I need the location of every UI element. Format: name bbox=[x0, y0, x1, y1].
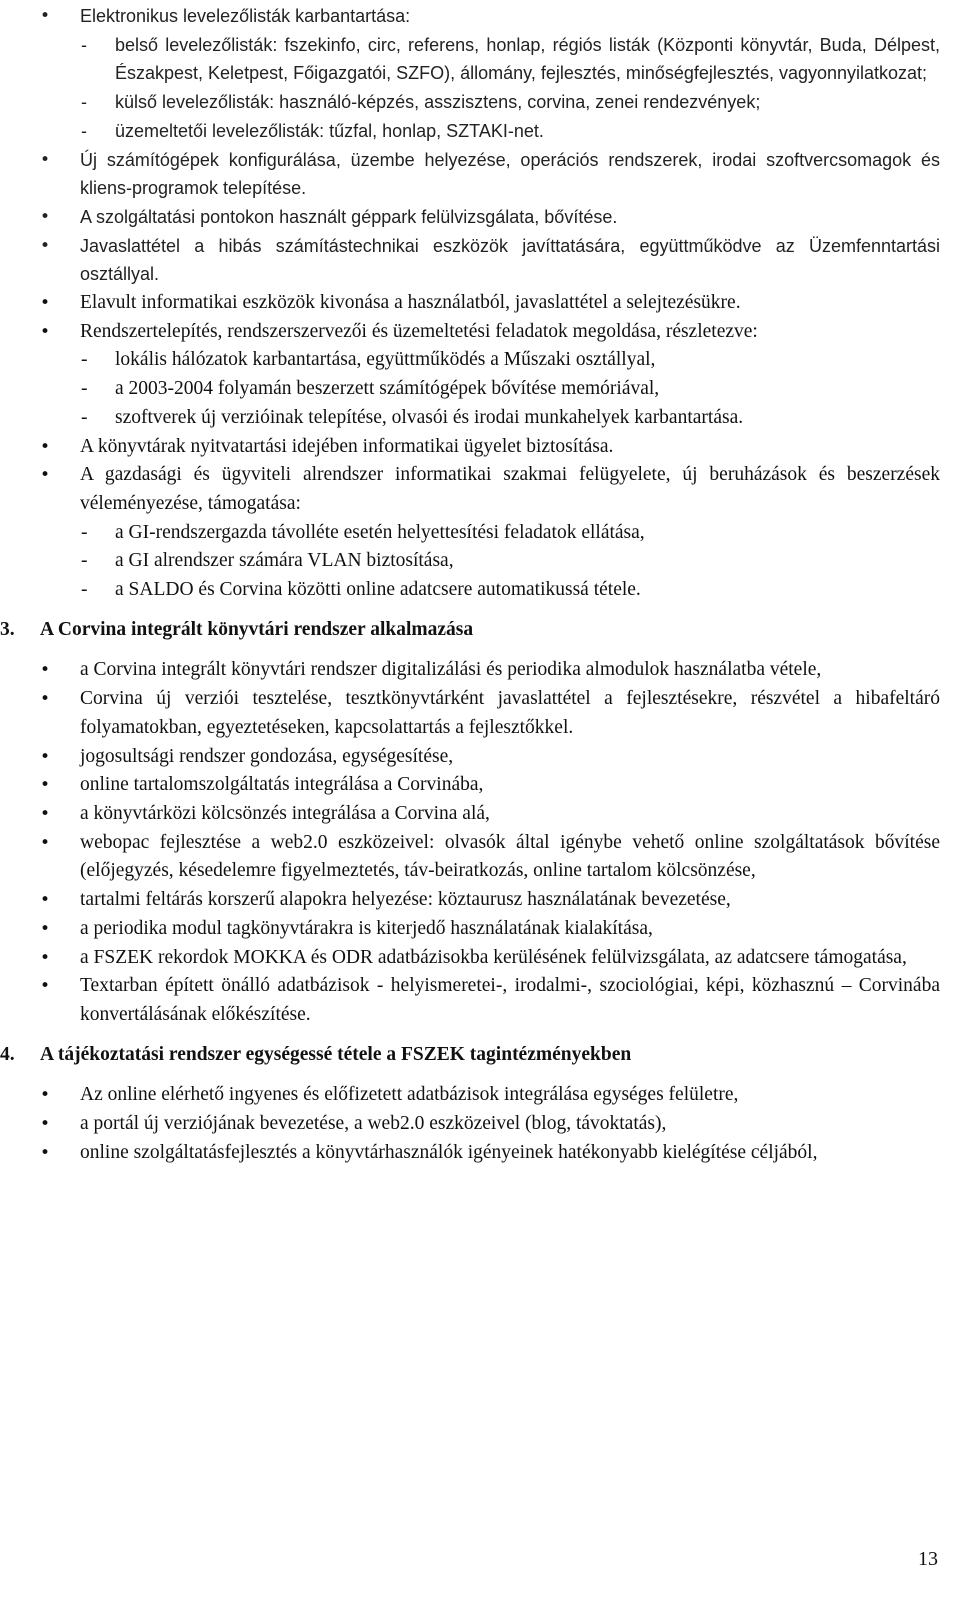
document-body bbox=[0, 2, 960, 1167]
operator-lists-item: - üzemeltetői levelezőlisták: tűzfal, honlap, SZTAKI-net. bbox=[0, 117, 960, 146]
section-4-heading bbox=[0, 1041, 960, 1070]
obsolete-devices-bullet: • Elavult informatikai eszközök kivonása a használatból, javaslattétel a selejtezésükre. bbox=[0, 289, 960, 318]
section-3-item: • online tartalomszolgáltatás integrálása a Corvinába, bbox=[0, 771, 960, 800]
software-update-item: - szoftverek új verzióinak telepítése, olvasói és irodai munkahelyek karbantartása. bbox=[0, 404, 960, 433]
section-3-item: • Textarban épített önálló adatbázisok - helyismeretei-, irodalmi-, szociológiai, képi, közhasznú – Corvinába konvertálásának előkészítése. bbox=[0, 972, 960, 1029]
economic-subsystem-bullet: • A gazdasági és ügyviteli alrendszer informatikai szakmai felügyelete, új beruházások és beszerzések véleményezése, támogatása: bbox=[0, 461, 960, 518]
section-3-item: • tartalmi feltárás korszerű alapokra helyezése: köztaurusz használatának bevezetése, bbox=[0, 886, 960, 915]
section-3-item: • a könyvtárközi kölcsönzés integrálása a Corvina alá, bbox=[0, 800, 960, 829]
lan-maintenance-item: - lokális hálózatok karbantartása, együttműködés a Műszaki osztállyal, bbox=[0, 346, 960, 375]
section-4-item: • a portál új verziójának bevezetése, a web2.0 eszközeivel (blog, távoktatás), bbox=[0, 1110, 960, 1139]
section-3-heading bbox=[0, 616, 960, 645]
gi-vlan-item: - a GI alrendszer számára VLAN biztosítása, bbox=[0, 547, 960, 576]
memory-upgrade-item: - a 2003-2004 folyamán beszerzett számítógépek bővítése memóriával, bbox=[0, 375, 960, 404]
section-3-title: A Corvina integrált könyvtári rendszer alkalmazása bbox=[40, 618, 474, 640]
saldo-corvina-item: - a SALDO és Corvina közötti online adatcsere automatikussá tétele. bbox=[0, 576, 960, 605]
it-duty-bullet: • A könyvtárak nyitvatartási idejében informatikai ügyelet biztosítása. bbox=[0, 433, 960, 462]
section-4-item: • Az online elérhető ingyenes és előfizetett adatbázisok integrálása egységes felületre, bbox=[0, 1081, 960, 1110]
section-3-item: • Corvina új verziói tesztelése, tesztkönyvtárként javaslattétel a fejlesztésekre, részvétel a hibafeltáró folyamatokban, egyeztetéseken, kapcsolattartás a fejlesztőkkel. bbox=[0, 685, 960, 742]
section-3-item: • a Corvina integrált könyvtári rendszer digitalizálási és periodika almodulok használatba vétele, bbox=[0, 656, 960, 685]
system-install-bullet: • Rendszertelepítés, rendszerszervezői és üzemeltetési feladatok megoldása, részletezve: bbox=[0, 318, 960, 347]
section-3-number: 3. bbox=[0, 618, 15, 640]
section-3-item: • webopac fejlesztése a web2.0 eszközeivel: olvasók által igénybe vehető online szolgáltatások bővítése (előjegyzés, késedelemre figyelmeztetés, táv-beiratkozás, online tartalom kölcsönzése, bbox=[0, 829, 960, 886]
section-3-item: • jogosultsági rendszer gondozása, egységesítése, bbox=[0, 743, 960, 772]
mailing-lists-bullet: • Elektronikus levelezőlisták karbantartása: bbox=[0, 2, 960, 31]
section-3-item: • a periodika modul tagkönyvtárakra is kiterjedő használatának kialakítása, bbox=[0, 915, 960, 944]
repair-proposal-bullet: • Javaslattétel a hibás számítástechnikai eszközök javíttatására, együttműködve az Üzemfenntartási osztállyal. bbox=[0, 232, 960, 289]
section-4-item: • online szolgáltatásfejlesztés a könyvtárhasználók igényeinek hatékonyabb kielégítése céljából, bbox=[0, 1139, 960, 1168]
section-3-item: • a FSZEK rekordok MOKKA és ODR adatbázisokba kerülésének felülvizsgálata, az adatcsere támogatása, bbox=[0, 944, 960, 973]
section-4-number: 4. bbox=[0, 1043, 15, 1065]
internal-lists-item: - belső levelezőlisták: fszekinfo, circ, referens, honlap, régiós listák (Központi könyvtár, Buda, Délpest, Északpest, Keletpest, Főigazgatói, SZFO), állomány, fejlesztés, minőségfejlesztés, vagyonnyilatkozat; bbox=[0, 31, 960, 88]
page-number: 13 bbox=[918, 1548, 938, 1570]
gi-admin-substitute-item: - a GI-rendszergazda távolléte esetén helyettesítési feladatok ellátása, bbox=[0, 519, 960, 548]
section-4-title: A tájékoztatási rendszer egységessé tétele a FSZEK tagintézményekben bbox=[40, 1043, 632, 1065]
external-lists-item: - külső levelezőlisták: használó-képzés, asszisztens, corvina, zenei rendezvények; bbox=[0, 88, 960, 117]
new-computers-bullet: • Új számítógépek konfigurálása, üzembe helyezése, operációs rendszerek, irodai szoftvercsomagok és kliens-programok telepítése. bbox=[0, 146, 960, 203]
hardware-review-bullet: • A szolgáltatási pontokon használt géppark felülvizsgálata, bővítése. bbox=[0, 203, 960, 232]
